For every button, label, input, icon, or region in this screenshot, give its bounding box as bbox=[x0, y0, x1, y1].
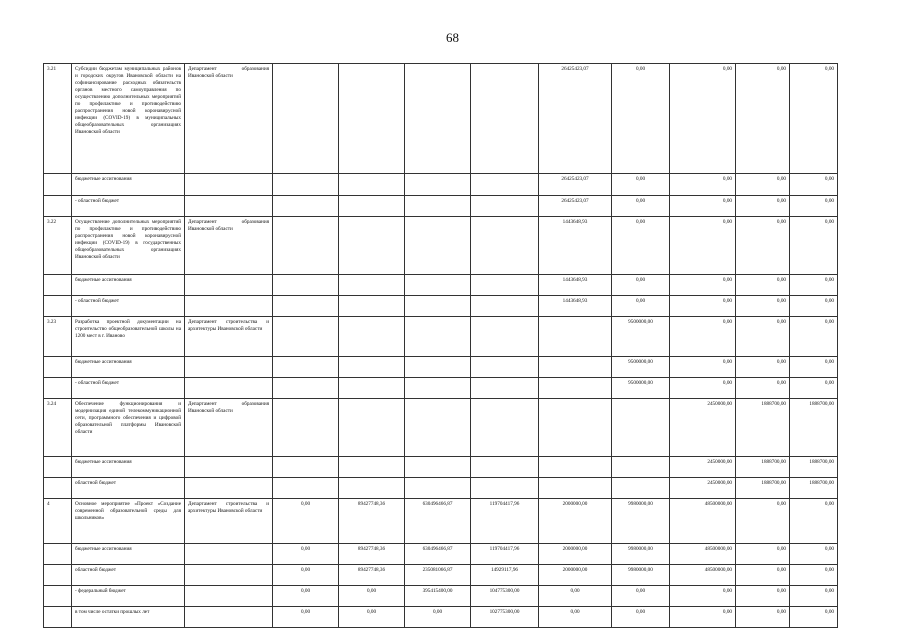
row-executor-cell bbox=[185, 544, 273, 565]
table-row bbox=[44, 586, 838, 607]
amount-cell: 0,00 bbox=[612, 296, 670, 317]
row-number-cell: 4 bbox=[44, 499, 72, 544]
row-executor-cell bbox=[185, 174, 273, 196]
amount-cell: 0,00 bbox=[790, 544, 838, 565]
amount-cell: 0,00 bbox=[790, 296, 838, 317]
row-executor-cell: Департамент образования Ивановской области bbox=[185, 64, 273, 174]
amount-cell bbox=[405, 378, 471, 399]
row-number-cell bbox=[44, 296, 72, 317]
amount-cell bbox=[471, 64, 539, 174]
amount-cell: 0,00 bbox=[273, 607, 339, 628]
amount-cell bbox=[339, 317, 405, 357]
amount-cell: 0,00 bbox=[790, 357, 838, 378]
row-name-cell: в том числе остатки прошлых лет bbox=[72, 607, 185, 628]
amount-cell: 0,00 bbox=[790, 317, 838, 357]
amount-cell: 0,00 bbox=[670, 317, 736, 357]
amount-cell: 0,00 bbox=[736, 544, 790, 565]
amount-cell: 1443648,93 bbox=[539, 275, 612, 296]
amount-cell: 0,00 bbox=[612, 275, 670, 296]
amount-cell: 1888700,00 bbox=[790, 478, 838, 499]
row-executor-cell bbox=[185, 378, 273, 399]
amount-cell: 0,00 bbox=[612, 217, 670, 275]
amount-cell bbox=[273, 174, 339, 196]
amount-cell: 9500000,00 bbox=[612, 378, 670, 399]
amount-cell: 9980000,00 bbox=[612, 544, 670, 565]
row-number-cell bbox=[44, 174, 72, 196]
amount-cell bbox=[471, 217, 539, 275]
amount-cell bbox=[471, 275, 539, 296]
amount-cell: 104775300,00 bbox=[471, 586, 539, 607]
amount-cell: 0,00 bbox=[612, 607, 670, 628]
amount-cell bbox=[273, 478, 339, 499]
amount-cell bbox=[405, 296, 471, 317]
row-number-cell bbox=[44, 275, 72, 296]
amount-cell bbox=[405, 196, 471, 217]
amount-cell: 0,00 bbox=[736, 378, 790, 399]
amount-cell: 0,00 bbox=[736, 296, 790, 317]
amount-cell: 0,00 bbox=[736, 217, 790, 275]
amount-cell: 26425423,07 bbox=[539, 174, 612, 196]
amount-cell: 0,00 bbox=[273, 586, 339, 607]
row-name-cell: Осуществление дополнительных мероприятий по профилактике и противодействию распространения новой коронавирусной инфекции (COVID-19) в государственных общеобразовательных организациях Ивановской области bbox=[72, 217, 185, 275]
amount-cell bbox=[471, 174, 539, 196]
amount-cell bbox=[471, 457, 539, 478]
amount-cell: 0,00 bbox=[790, 607, 838, 628]
table-row bbox=[44, 217, 838, 275]
amount-cell: 48500000,00 bbox=[670, 499, 736, 544]
table-row bbox=[44, 565, 838, 586]
row-number-cell bbox=[44, 544, 72, 565]
amount-cell bbox=[339, 275, 405, 296]
row-name-cell: - областной бюджет bbox=[72, 296, 185, 317]
amount-cell bbox=[405, 317, 471, 357]
amount-cell: 0,00 bbox=[790, 196, 838, 217]
amount-cell bbox=[405, 174, 471, 196]
amount-cell: 0,00 bbox=[736, 586, 790, 607]
amount-cell: 0,00 bbox=[736, 565, 790, 586]
amount-cell: 0,00 bbox=[790, 499, 838, 544]
row-name-cell: - федеральный бюджет bbox=[72, 586, 185, 607]
amount-cell: 9980000,00 bbox=[612, 499, 670, 544]
amount-cell: 119704417,96 bbox=[471, 499, 539, 544]
amount-cell: 0,00 bbox=[405, 607, 471, 628]
amount-cell bbox=[405, 457, 471, 478]
amount-cell bbox=[405, 275, 471, 296]
table-row bbox=[44, 499, 838, 544]
amount-cell: 102775300,00 bbox=[471, 607, 539, 628]
row-name-cell: Субсидии бюджетам муниципальных районов и городских округов Ивановской области на софинансирование расходных обязательств органов местного самоуправления по осуществлению дополнительных мероприятий по профилактике и противодействию распространения новой коронавирусной инфекции (COVID-19) в муниципальных общеобразовательных организациях Ивановской области bbox=[72, 64, 185, 174]
amount-cell: 0,00 bbox=[736, 196, 790, 217]
amount-cell bbox=[339, 196, 405, 217]
row-name-cell: Обеспечение функционирования и модернизация единой телекоммуникационной сети, программного обеспечения и цифровой образовательной платформы Ивановской области bbox=[72, 399, 185, 457]
amount-cell: 0,00 bbox=[736, 499, 790, 544]
amount-cell: 0,00 bbox=[736, 174, 790, 196]
table-row bbox=[44, 478, 838, 499]
amount-cell: 0,00 bbox=[670, 217, 736, 275]
amount-cell: 2000000,00 bbox=[539, 544, 612, 565]
amount-cell bbox=[273, 317, 339, 357]
row-number-cell bbox=[44, 586, 72, 607]
amount-cell: 630496466,87 bbox=[405, 499, 471, 544]
row-executor-cell bbox=[185, 275, 273, 296]
table-row bbox=[44, 174, 838, 196]
row-name-cell: областной бюджет bbox=[72, 478, 185, 499]
amount-cell: 0,00 bbox=[539, 607, 612, 628]
amount-cell: 235081066,87 bbox=[405, 565, 471, 586]
amount-cell: 0,00 bbox=[670, 357, 736, 378]
amount-cell: 0,00 bbox=[612, 586, 670, 607]
table-row bbox=[44, 196, 838, 217]
table-body bbox=[44, 64, 838, 628]
amount-cell: 0,00 bbox=[612, 196, 670, 217]
amount-cell bbox=[339, 457, 405, 478]
row-executor-cell bbox=[185, 607, 273, 628]
table-row bbox=[44, 296, 838, 317]
table-row bbox=[44, 457, 838, 478]
amount-cell: 0,00 bbox=[736, 607, 790, 628]
amount-cell: 395415400,00 bbox=[405, 586, 471, 607]
row-number-cell bbox=[44, 196, 72, 217]
amount-cell bbox=[612, 399, 670, 457]
amount-cell bbox=[471, 317, 539, 357]
amount-cell: 0,00 bbox=[790, 174, 838, 196]
row-name-cell: бюджетные ассигнования bbox=[72, 275, 185, 296]
row-executor-cell bbox=[185, 457, 273, 478]
amount-cell bbox=[339, 296, 405, 317]
row-executor-cell bbox=[185, 565, 273, 586]
row-executor-cell: Департамент образования Ивановской области bbox=[185, 217, 273, 275]
amount-cell: 0,00 bbox=[539, 586, 612, 607]
amount-cell: 0,00 bbox=[736, 64, 790, 174]
amount-cell bbox=[612, 457, 670, 478]
amount-cell bbox=[405, 64, 471, 174]
amount-cell: 0,00 bbox=[736, 317, 790, 357]
amount-cell: 0,00 bbox=[790, 586, 838, 607]
amount-cell: 630496466,87 bbox=[405, 544, 471, 565]
amount-cell bbox=[539, 478, 612, 499]
amount-cell bbox=[405, 478, 471, 499]
amount-cell: 2000000,00 bbox=[539, 499, 612, 544]
amount-cell bbox=[339, 64, 405, 174]
amount-cell bbox=[273, 399, 339, 457]
amount-cell: 0,00 bbox=[790, 275, 838, 296]
amount-cell bbox=[273, 196, 339, 217]
amount-cell bbox=[539, 399, 612, 457]
amount-cell: 0,00 bbox=[339, 607, 405, 628]
amount-cell: 0,00 bbox=[790, 217, 838, 275]
amount-cell bbox=[471, 296, 539, 317]
amount-cell: 0,00 bbox=[670, 296, 736, 317]
amount-cell bbox=[273, 378, 339, 399]
amount-cell: 0,00 bbox=[790, 565, 838, 586]
amount-cell: 26425423,07 bbox=[539, 196, 612, 217]
amount-cell bbox=[273, 217, 339, 275]
row-name-cell: бюджетные ассигнования bbox=[72, 357, 185, 378]
row-executor-cell: Департамент строительства и архитектуры Ивановской области bbox=[185, 317, 273, 357]
row-name-cell: Разработка проектной документации на строительство общеобразовательной школы на 1200 мест в г. Иваново bbox=[72, 317, 185, 357]
row-executor-cell: Департамент образования Ивановской области bbox=[185, 399, 273, 457]
amount-cell bbox=[339, 174, 405, 196]
amount-cell: 2450000,00 bbox=[670, 478, 736, 499]
amount-cell: 0,00 bbox=[736, 357, 790, 378]
row-number-cell bbox=[44, 565, 72, 586]
amount-cell: 1443648,93 bbox=[539, 217, 612, 275]
row-number-cell: 3.23 bbox=[44, 317, 72, 357]
row-executor-cell bbox=[185, 478, 273, 499]
amount-cell: 0,00 bbox=[612, 64, 670, 174]
row-executor-cell bbox=[185, 586, 273, 607]
amount-cell: 0,00 bbox=[670, 196, 736, 217]
row-executor-cell bbox=[185, 296, 273, 317]
amount-cell: 0,00 bbox=[273, 565, 339, 586]
row-name-cell: Основное мероприятие «Проект «Создание современной образовательной среды для школьников» bbox=[72, 499, 185, 544]
amount-cell: 1443648,93 bbox=[539, 296, 612, 317]
amount-cell: 0,00 bbox=[339, 586, 405, 607]
row-number-cell bbox=[44, 357, 72, 378]
table-row bbox=[44, 607, 838, 628]
amount-cell: 9500000,00 bbox=[612, 357, 670, 378]
row-name-cell: бюджетные ассигнования bbox=[72, 457, 185, 478]
amount-cell bbox=[471, 357, 539, 378]
amount-cell bbox=[405, 217, 471, 275]
amount-cell: 89427748,36 bbox=[339, 499, 405, 544]
amount-cell: 2000000,00 bbox=[539, 565, 612, 586]
amount-cell: 0,00 bbox=[670, 64, 736, 174]
amount-cell bbox=[539, 378, 612, 399]
table-row bbox=[44, 378, 838, 399]
row-number-cell: 3.21 bbox=[44, 64, 72, 174]
amount-cell bbox=[612, 478, 670, 499]
amount-cell bbox=[405, 357, 471, 378]
amount-cell: 0,00 bbox=[790, 64, 838, 174]
amount-cell: 14929117,96 bbox=[471, 565, 539, 586]
table-row bbox=[44, 275, 838, 296]
amount-cell: 1888700,00 bbox=[736, 478, 790, 499]
amount-cell: 0,00 bbox=[273, 544, 339, 565]
amount-cell: 2450000,00 bbox=[670, 399, 736, 457]
row-name-cell: бюджетные ассигнования bbox=[72, 174, 185, 196]
amount-cell: 0,00 bbox=[670, 275, 736, 296]
amount-cell bbox=[339, 357, 405, 378]
table-row bbox=[44, 399, 838, 457]
amount-cell: 48500000,00 bbox=[670, 565, 736, 586]
amount-cell: 48500000,00 bbox=[670, 544, 736, 565]
row-name-cell: - областной бюджет bbox=[72, 378, 185, 399]
row-number-cell bbox=[44, 607, 72, 628]
amount-cell: 26425423,07 bbox=[539, 64, 612, 174]
row-executor-cell bbox=[185, 357, 273, 378]
row-name-cell: бюджетные ассигнования bbox=[72, 544, 185, 565]
amount-cell: 9500000,00 bbox=[612, 317, 670, 357]
amount-cell bbox=[339, 399, 405, 457]
row-name-cell: областной бюджет bbox=[72, 565, 185, 586]
amount-cell: 0,00 bbox=[670, 378, 736, 399]
amount-cell bbox=[339, 478, 405, 499]
amount-cell: 0,00 bbox=[670, 586, 736, 607]
row-executor-cell: Департамент строительства и архитектуры Ивановской области bbox=[185, 499, 273, 544]
amount-cell bbox=[339, 217, 405, 275]
table-row bbox=[44, 357, 838, 378]
amount-cell: 119704417,96 bbox=[471, 544, 539, 565]
amount-cell: 0,00 bbox=[790, 378, 838, 399]
amount-cell: 2450000,00 bbox=[670, 457, 736, 478]
amount-cell: 0,00 bbox=[736, 275, 790, 296]
row-name-cell: - областной бюджет bbox=[72, 196, 185, 217]
amount-cell: 0,00 bbox=[612, 174, 670, 196]
amount-cell bbox=[273, 64, 339, 174]
amount-cell bbox=[471, 399, 539, 457]
row-executor-cell bbox=[185, 196, 273, 217]
amount-cell bbox=[539, 357, 612, 378]
amount-cell: 89427748,36 bbox=[339, 565, 405, 586]
row-number-cell: 3.24 bbox=[44, 399, 72, 457]
amount-cell: 1888700,00 bbox=[736, 399, 790, 457]
amount-cell bbox=[471, 378, 539, 399]
table-row bbox=[44, 64, 838, 174]
amount-cell bbox=[273, 457, 339, 478]
budget-table bbox=[43, 63, 838, 628]
amount-cell bbox=[273, 275, 339, 296]
amount-cell: 0,00 bbox=[670, 174, 736, 196]
amount-cell bbox=[273, 296, 339, 317]
table-row bbox=[44, 317, 838, 357]
amount-cell: 9980000,00 bbox=[612, 565, 670, 586]
row-number-cell bbox=[44, 478, 72, 499]
amount-cell bbox=[339, 378, 405, 399]
amount-cell bbox=[471, 478, 539, 499]
row-number-cell bbox=[44, 378, 72, 399]
row-number-cell: 3.22 bbox=[44, 217, 72, 275]
amount-cell: 89427748,36 bbox=[339, 544, 405, 565]
amount-cell: 1888700,00 bbox=[790, 457, 838, 478]
page-number: 68 bbox=[446, 30, 459, 45]
amount-cell bbox=[471, 196, 539, 217]
amount-cell: 0,00 bbox=[273, 499, 339, 544]
amount-cell bbox=[539, 457, 612, 478]
amount-cell bbox=[539, 317, 612, 357]
amount-cell: 0,00 bbox=[670, 607, 736, 628]
row-number-cell bbox=[44, 457, 72, 478]
amount-cell: 1888700,00 bbox=[790, 399, 838, 457]
amount-cell: 1888700,00 bbox=[736, 457, 790, 478]
amount-cell bbox=[405, 399, 471, 457]
table-row bbox=[44, 544, 838, 565]
amount-cell bbox=[273, 357, 339, 378]
